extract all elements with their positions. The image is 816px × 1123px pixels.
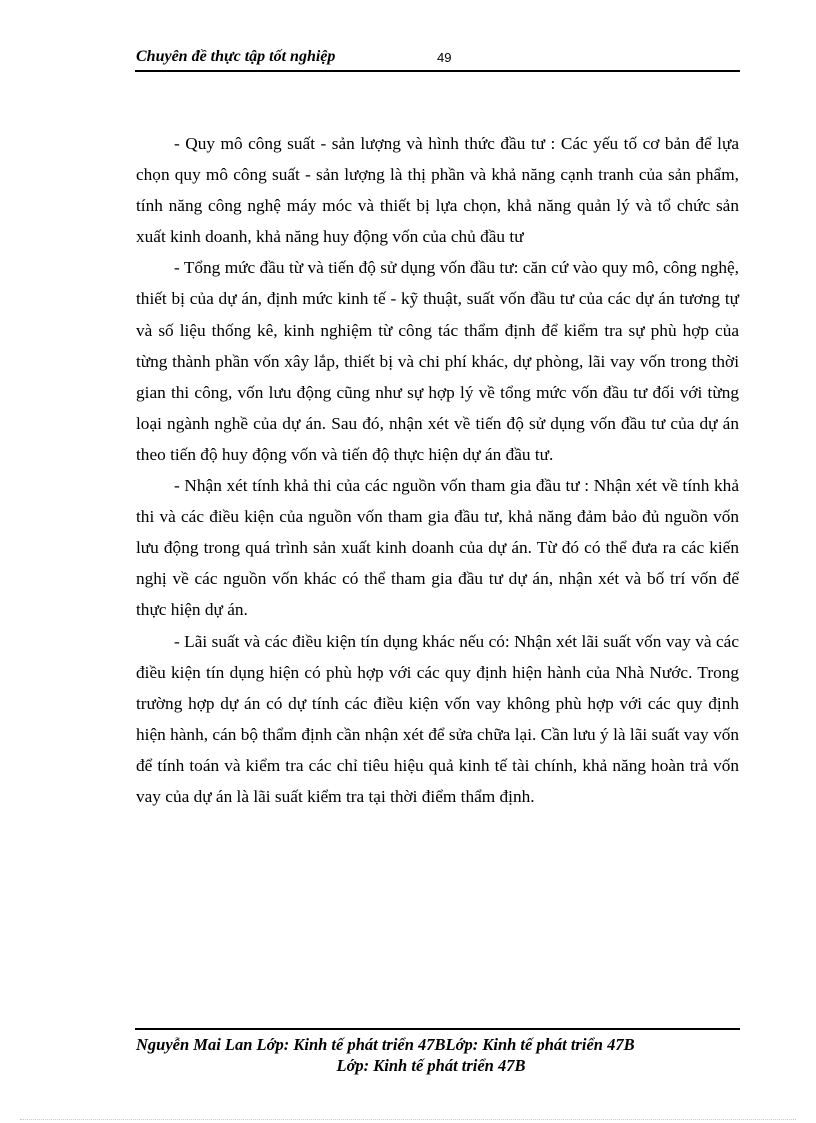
paragraph-total-investment: - Tổng mức đầu từ và tiến độ sử dụng vốn đầu tư: căn cứ vào quy mô, công nghệ, thiết bị của dự án, định mức kinh tế - kỹ thuật, suất vốn đầu tư của các dự án tương tự và số liệu thống kê, kinh nghiệm từ công tác thẩm định để kiểm tra sự phù hợp của từng thành phần vốn xây lắp, thiết bị và chi phí khác, dự phòng, lãi vay vốn trong thời gian thi công, vốn lưu động cũng như sự hợp lý về tổng mức vốn đầu tư đối với từng loại ngành nghề của dự án. Sau đó, nhận xét về tiến độ sử dụng vốn đầu tư của dự án theo tiến độ huy động vốn và tiến độ thực hiện dự án đầu tư.	[136, 258, 739, 464]
body-text	[136, 128, 739, 812]
footer-rule	[135, 1028, 740, 1030]
page-number: 49	[437, 50, 452, 65]
header-rule	[135, 70, 740, 72]
paragraph-interest-rate: - Lãi suất và các điều kiện tín dụng khác nếu có: Nhận xét lãi suất vốn vay và các điều kiện tín dụng hiện có phù hợp với các quy định hiện hành của Nhà Nước. Trong trường hợp dự án có dự tính các điều kiện vốn vay không phù hợp với các quy định hiện hành, cán bộ thẩm định cần nhận xét để sửa chữa lại. Cần lưu ý là lãi suất vay vốn để tính toán và kiểm tra các chỉ tiêu hiệu quả kinh tế tài chính, khả năng hoàn trả vốn vay của dự án là lãi suất kiểm tra tại thời điểm thẩm định.	[136, 631, 739, 806]
footer-class-line: Lớp: Kinh tế phát triển 47B	[336, 1056, 526, 1075]
page-break-divider	[20, 1119, 796, 1120]
footer-author-line: Nguyễn Mai Lan Lớp: Kinh tế phát triển 47BLớp: Kinh tế phát triển 47B	[136, 1035, 635, 1054]
header-title: Chuyên đề thực tập tốt nghiệp	[136, 48, 336, 65]
paragraph-funding-feasibility: - Nhận xét tính khả thi của các nguồn vốn tham gia đầu tư : Nhận xét về tính khả thi và các điều kiện của nguồn vốn tham gia đầu tư, khả năng đảm bảo đủ nguồn vốn lưu động trong quá trình sản xuất kinh doanh của dự án. Từ đó có thể đưa ra các kiến nghị về các nguồn vốn khác có thể tham gia đầu tư dự án, nhận xét và bố trí vốn để thực hiện dự án.	[136, 476, 739, 620]
paragraph-capacity: - Quy mô công suất - sản lượng và hình thức đầu tư : Các yếu tố cơ bản để lựa chọn quy mô công suất - sản lượng là thị phần và khả năng cạnh tranh của sản phẩm, tính năng công nghệ máy móc và thiết bị lựa chọn, khả năng quản lý và tổ chức sản xuất kinh doanh, khả năng huy động vốn của chủ đầu tư	[136, 134, 739, 247]
